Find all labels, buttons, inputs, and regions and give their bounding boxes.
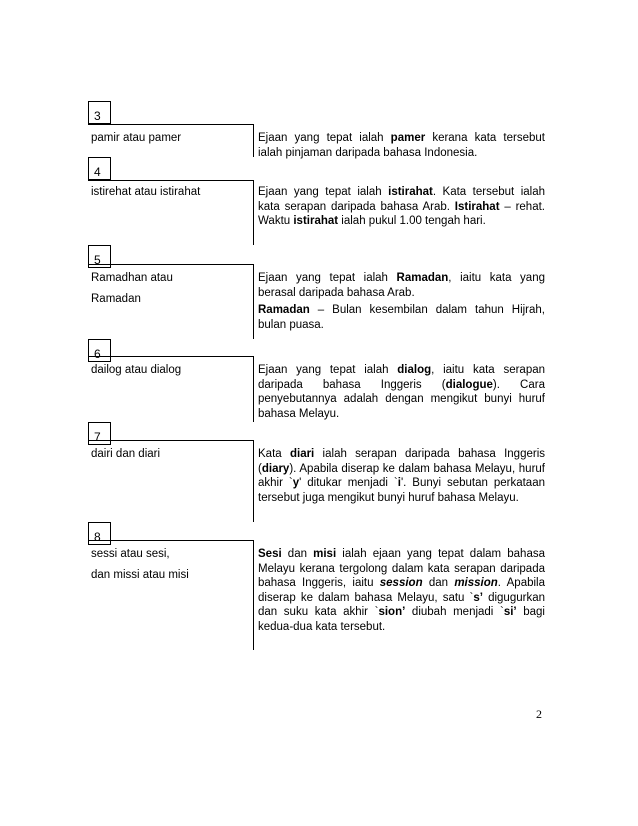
entry-number: 4	[94, 165, 101, 179]
emphasis-term: diari	[289, 448, 315, 460]
column-divider	[253, 540, 254, 650]
explanation-paragraph: Ejaan yang tepat ialah dialog, iaitu kata serapan daripada bahasa Inggeris (dialogue). Cara penyebutannya adalah dengan mengikut bunyi huruf bahasa Melayu.	[258, 364, 545, 420]
entry-divider	[88, 264, 253, 265]
left-term: dan missi atau misi	[91, 569, 189, 582]
entry-divider	[88, 180, 253, 181]
right-cell	[258, 547, 545, 634]
emphasis-term: dialog	[397, 364, 432, 376]
entry-number: 8	[94, 530, 101, 544]
entry-divider	[88, 124, 253, 125]
entry-divider	[88, 540, 253, 541]
emphasis-term: si’	[503, 606, 517, 618]
emphasis-term: y	[292, 477, 300, 489]
explanation-paragraph: Sesi dan misi ialah ejaan yang tepat dalam bahasa Melayu kerana tergolong dalam kata serapan daripada bahasa Inggeris, iaitu session dan mission. Apabila diserap ke dalam bahasa Melayu, satu `s’ digugurkan dan suku kata akhir `sion’ diubah menjadi `si’ bagi kedua-dua kata tersebut.	[258, 548, 545, 633]
entry-number-box	[88, 101, 111, 124]
entry-number-box	[88, 157, 111, 180]
left-term: istirehat atau istirahat	[91, 186, 201, 198]
left-term: dairi dan diari	[91, 448, 161, 460]
entry-number: 5	[94, 253, 101, 267]
right-cell	[258, 363, 545, 421]
left-cell	[91, 131, 181, 145]
emphasis-term: misi	[313, 548, 337, 560]
entry-divider	[88, 356, 253, 357]
explanation-paragraph: Ejaan yang tepat ialah pamer kerana kata tersebut ialah pinjaman daripada bahasa Indonesia.	[258, 132, 545, 159]
column-divider	[253, 124, 254, 157]
emphasis-term: Ramadan	[396, 272, 449, 284]
emphasis-term: pamer	[390, 132, 426, 144]
right-cell	[258, 185, 545, 229]
right-cell	[258, 271, 545, 332]
column-divider	[253, 180, 254, 245]
entry-number-box	[88, 522, 111, 545]
emphasis-term: Sesi	[258, 548, 282, 560]
explanation-paragraph: Ramadan – Bulan kesembilan dalam tahun Hijrah, bulan puasa.	[258, 304, 545, 331]
left-cell	[91, 447, 160, 461]
left-cell	[91, 271, 173, 307]
entry-number: 7	[94, 430, 101, 444]
left-term: Ramadhan atau	[91, 272, 173, 284]
emphasis-term: istirahat	[293, 215, 339, 227]
emphasis-term: diary	[261, 462, 290, 475]
column-divider	[253, 264, 254, 339]
explanation-paragraph: Ejaan yang tepat ialah Ramadan, iaitu kata yang berasal daripada bahasa Arab.	[258, 272, 545, 299]
left-cell	[91, 185, 200, 199]
page-number: 2	[536, 707, 542, 721]
emphasis-term: mission	[454, 577, 498, 589]
entry-number: 6	[94, 347, 101, 361]
entry-number-box	[88, 422, 111, 445]
right-cell	[258, 447, 545, 505]
entry-divider	[88, 440, 253, 441]
left-term: sessi atau sesi,	[91, 548, 170, 560]
left-cell	[91, 363, 181, 377]
emphasis-term: istirahat	[388, 186, 433, 198]
emphasis-term: dialogue	[445, 378, 493, 391]
entry-number: 3	[94, 109, 101, 123]
left-term: Ramadan	[91, 293, 141, 306]
left-term: dailog atau dialog	[91, 364, 182, 376]
entry-number-box	[88, 339, 111, 362]
left-cell	[91, 547, 189, 583]
right-cell	[258, 131, 545, 160]
emphasis-term: s’	[473, 591, 483, 604]
emphasis-term: session	[379, 577, 423, 589]
column-divider	[253, 356, 254, 422]
emphasis-term: sion’	[378, 606, 406, 618]
emphasis-term: Ramadan	[258, 304, 310, 316]
left-term: pamir atau pamer	[91, 132, 182, 144]
explanation-paragraph: Ejaan yang tepat ialah istirahat. Kata tersebut ialah kata serapan daripada bahasa Arab. Istirahat – rehat. Waktu istirahat ialah pukul 1.00 tengah hari.	[258, 186, 545, 227]
explanation-paragraph: Kata diari ialah serapan daripada bahasa Inggeris (diary). Apabila diserap ke dalam bahasa Melayu, huruf akhir `y' ditukar menjadi `i'. Bunyi sebutan perkataan tersebut juga mengikut bunyi huruf bahasa Melayu.	[258, 448, 546, 504]
emphasis-term: Istirahat	[454, 200, 500, 213]
emphasis-term: i	[397, 477, 401, 489]
column-divider	[253, 440, 254, 522]
